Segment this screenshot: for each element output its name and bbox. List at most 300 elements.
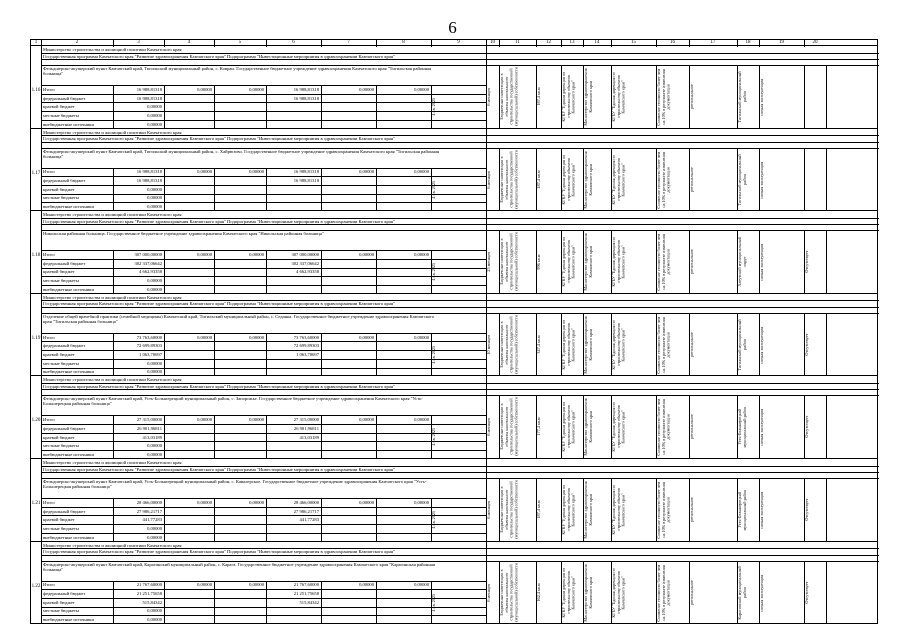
funding-source-label: местные бюджеты (43, 278, 79, 284)
program-line: Государственная программа Камчатского края "Развитие здравоохранения Камчатского края" Подпрограмма "Инвестиционные мероприятия в здравоохранении Камчатского края" (43, 136, 395, 142)
change-reason: Снижение стоимости более чем на 10% в результате изменения документации (656, 398, 671, 456)
row-separator (41, 507, 486, 508)
ministry-line: Министерство строительства и жилищной политики Камчатского края (43, 294, 182, 300)
funding-value: 0,00000 (249, 417, 264, 423)
operation-status: низкая эксплуатация (759, 574, 764, 611)
row-separator (41, 341, 486, 342)
row-separator (41, 194, 486, 195)
column-number-header (30, 39, 878, 46)
significance-level: региональное (689, 332, 694, 357)
capacity: 187,4 кв.м (536, 87, 541, 106)
header-col-7: 7 (347, 40, 350, 45)
ministry-line: Министерство строительства и жилищной политики Камчатского края (43, 377, 182, 383)
capacity: 996 кв.м (536, 254, 541, 270)
column-separator (826, 230, 827, 293)
completion-date: 4 кв. 2025 (431, 345, 436, 363)
funding-source-label: внебюджетные источники (43, 369, 94, 375)
funding-value: 0,00000 (414, 86, 429, 92)
project-number: 1.22 (31, 583, 41, 589)
investment-type: Бюджетные инвестиции в объекты капитального строительства государственной (муниципальной) собственности (499, 150, 519, 209)
significance-level: региональное (689, 415, 694, 440)
funding-value: 0,00000 (359, 251, 374, 257)
funding-value: 4 662,93358 (296, 269, 319, 275)
funding-value: 21 767,60000 (136, 582, 162, 588)
funding-value: 441,77283 (142, 517, 162, 523)
header-col-5: 5 (238, 40, 242, 45)
funding-source-label: внебюджетные источники (43, 534, 94, 540)
funding-value: 0,00000 (147, 360, 162, 366)
funding-value: 0,00000 (249, 499, 264, 505)
completion-date: 4 кв. 2025 (431, 97, 436, 116)
header-col-20: 20 (812, 40, 818, 45)
header-col-4: 4 (187, 40, 191, 45)
column-separator (826, 313, 827, 376)
funding-value: 0,00000 (359, 334, 374, 340)
header-col-8: 8 (402, 40, 405, 45)
investment-type: Бюджетные инвестиции в объекты капитального строительства государственной (муниципальной) собственности (499, 67, 519, 127)
project-number: 1.20 (31, 418, 41, 424)
funding-value: 72 699,89303 (136, 343, 162, 349)
customer: КГКУ "Единая дирекция по строительству объектов Камчатского края" (561, 237, 576, 287)
project-number: 1.21 (31, 501, 41, 506)
funding-value: 0,00000 (359, 417, 374, 423)
funding-value: 1 063,70697 (139, 351, 162, 357)
capacity: 347,4 кв.м (536, 335, 541, 354)
funding-source-label: внебюджетные источники (43, 204, 94, 210)
row-separator (41, 285, 486, 286)
header-col-12: 12 (546, 40, 551, 45)
funding-value: 0,00000 (147, 195, 162, 201)
responsible-executor: Министерство здравоохранения Камчатского края (583, 563, 593, 621)
funding-value: 73 763,60000 (293, 334, 319, 340)
construction-period: 25 месяцев (486, 252, 491, 272)
object-description: Фельдшерско-акушерский пункт Камчатский край, Карагинский муниципальный район, с. Карага. Государственное бюджетное учреждение здравоохранения Камчатского края "Карагинская районная больница" (43, 561, 435, 572)
header-col-1: 1 (34, 40, 38, 45)
funding-source-label: краевой бюджет (43, 434, 75, 440)
notes: Отсутствует (804, 416, 809, 439)
funding-value: 73 763,60000 (136, 334, 162, 340)
funding-source-label: внебюджетные источники (43, 617, 94, 623)
funding-source-label: Итого (43, 251, 55, 257)
row-separator (41, 368, 486, 369)
funding-value: 515,84342 (142, 599, 162, 605)
funding-value: 16 988,81318 (293, 169, 319, 175)
funding-source-label: внебюджетные источники (43, 451, 94, 457)
funding-source-label: федеральный бюджет (43, 95, 86, 101)
funding-source-label: краевой бюджет (43, 104, 75, 110)
change-reason: Снижение стоимости более чем на 10% в результате изменения документации (656, 151, 671, 208)
funding-source-label: местные бюджеты (43, 443, 79, 449)
row-separator (41, 111, 486, 112)
row-separator (41, 307, 879, 308)
responsible-executor: Министерство здравоохранения Камчатского края (583, 233, 593, 291)
project-block (30, 211, 878, 294)
capacity: 162,4 кв.м (536, 583, 541, 602)
responsible-executor: Министерство здравоохранения Камчатского края (583, 481, 593, 539)
funding-value: 27 986,21717 (136, 508, 162, 514)
responsible-executor: Министерство здравоохранения Камчатского края (583, 316, 593, 374)
row-separator (41, 555, 879, 556)
funding-value: 0,00000 (414, 417, 429, 423)
column-separator (826, 561, 827, 624)
project-number: 1.16 (31, 88, 41, 93)
municipality: Тигильский муниципальный район (737, 318, 747, 371)
customer: КГКУ "Единая дирекция по строительству объектов Камчатского края" (561, 71, 576, 122)
notes: Отсутствует (804, 333, 809, 356)
developer: КГБУ "Единая дирекция по строительству объектов Камчатского края" (611, 485, 626, 535)
row-separator (41, 615, 486, 616)
funding-source-label: внебюджетные источники (43, 121, 94, 127)
capacity: 187,4 кв.м (536, 500, 541, 519)
funding-value: 515,84342 (299, 599, 319, 605)
funding-value: 0,00000 (197, 417, 212, 423)
investment-type: Бюджетные инвестиции в объекты капитального строительства государственной (муниципальной) собственности (499, 480, 519, 540)
customer: КГКУ "Единая дирекция по строительству объектов Камчатского края" (561, 484, 576, 535)
header-col-14: 14 (594, 40, 600, 45)
funding-value: 16 988,81318 (293, 95, 319, 101)
header-col-15: 15 (631, 40, 636, 45)
project-block (30, 542, 878, 625)
customer: КГКУ "Единая дирекция по строительству объектов Камчатского края" (561, 154, 576, 205)
funding-value: 28 466,00000 (136, 499, 162, 505)
header-col-3: 3 (137, 40, 140, 45)
construction-period: 6 месяцев (486, 418, 491, 436)
developer: КГБУ "Единая дирекция по строительству объектов Камчатского края" (611, 72, 626, 122)
row-separator (41, 589, 486, 590)
program-line: Государственная программа Камчатского края "Развитие здравоохранения Камчатского края" Подпрограмма "Инвестиционные мероприятия в здравоохранении Камчатского края" (43, 549, 395, 555)
ministry-line: Министерство строительства и жилищной политики Камчатского края (43, 129, 182, 135)
funding-value: 0,00000 (414, 169, 429, 175)
funding-value: 413,03189 (142, 434, 162, 440)
funding-value: 0,00000 (147, 443, 162, 449)
funding-value: 307 000,00000 (134, 251, 162, 257)
funding-value: 0,00000 (197, 251, 212, 257)
customer: КГКУ "Единая дирекция по строительству объектов Камчатского края" (561, 567, 576, 618)
funding-value: 28 466,00000 (293, 499, 319, 505)
notes (805, 67, 825, 127)
header-col-2: 2 (75, 40, 79, 45)
capacity: 187,4 кв.м (536, 170, 541, 189)
funding-value: 0,00000 (414, 334, 429, 340)
funding-source-label: федеральный бюджет (43, 591, 86, 597)
funding-value: 16 988,81318 (136, 169, 162, 175)
funding-value: 0,00000 (249, 251, 264, 257)
row-separator (41, 94, 486, 95)
developer: КГБУ "Единая дирекция по строительству объектов Камчатского края" (611, 402, 626, 452)
funding-value: 26 901,96811 (136, 425, 162, 431)
funding-value: 0,00000 (249, 582, 264, 588)
funding-value: 0,00000 (359, 86, 374, 92)
funding-value: 27 315,00000 (136, 417, 162, 423)
row-separator (41, 441, 486, 442)
funding-source-label: краевой бюджет (43, 351, 75, 357)
construction-period: 6 месяцев (486, 500, 491, 519)
funding-value: 16 988,81318 (136, 178, 162, 184)
funding-source-label: Итого (43, 582, 55, 588)
investment-type: Бюджетные инвестиции в объекты капитального строительства государственной (муниципальной) собственности (499, 397, 519, 457)
column-separator (826, 478, 827, 541)
change-reason: Снижение стоимости более чем на 10% в результате изменения документации (656, 233, 671, 291)
header-col-9: 9 (457, 40, 460, 45)
funding-source-label: федеральный бюджет (43, 425, 86, 431)
funding-source-label: федеральный бюджет (43, 260, 86, 266)
row-separator (41, 202, 486, 203)
object-description: Фельдшерско-акушерский пункт Камчатский край, Усть-Большерецкий муниципальный район, с. Кавалерское. Государственное бюджетное учреждение здравоохранения Камчатского края "Усть-Большерецкая районная больница" (43, 479, 427, 489)
funding-value: 307 000,00000 (291, 251, 319, 257)
header-col-17: 17 (710, 40, 716, 45)
funding-value: 0,00000 (147, 608, 162, 614)
funding-source-label: федеральный бюджет (43, 343, 86, 349)
funding-value: 0,00000 (249, 334, 264, 340)
construction-period: 6 месяцев (486, 87, 491, 106)
row-separator (41, 389, 879, 390)
completion-date: 4 кв. 2025 (431, 262, 436, 281)
funding-value: 0,00000 (414, 582, 429, 588)
ministry-line: Министерство строительства и жилищной политики Камчатского края (43, 460, 182, 465)
funding-value: 0,00000 (147, 112, 162, 118)
row-separator (41, 120, 486, 121)
investment-type: Бюджетные инвестиции в объекты капитального строительства государственной (муниципальной) собственности (499, 563, 519, 622)
row-separator (41, 59, 879, 60)
funding-source-label: краевой бюджет (43, 599, 75, 605)
municipality: Усть-Большерецкий муниципальный район (737, 406, 747, 448)
row-separator (41, 350, 486, 351)
project-block (30, 459, 878, 542)
municipality: Тигильский муниципальный район (737, 71, 747, 123)
customer: КГКУ "Единая дирекция по строительству объектов Камчатского края" (561, 402, 576, 453)
funding-value: 0,00000 (359, 169, 374, 175)
row-separator (41, 176, 486, 177)
completion-date: 4 кв. 2025 (431, 180, 436, 198)
funding-value: 16 988,81318 (136, 86, 162, 92)
operation-status: низкая эксплуатация (759, 243, 764, 281)
funding-value: 0,00000 (147, 104, 162, 110)
significance-level: региональное (689, 167, 694, 192)
funding-value: 413,03189 (299, 434, 319, 440)
significance-level: региональное (689, 249, 694, 275)
funding-value: 21 767,60000 (293, 582, 319, 588)
funding-value: 0,00000 (249, 86, 264, 92)
construction-period: 6 месяцев (486, 583, 491, 602)
row-separator (41, 268, 486, 269)
funding-source-label: внебюджетные источники (43, 286, 94, 292)
object-description: Фельдшерско-акушерский пункт Камчатский край, Усть-Большерецкий муниципальный район, с. Запорожье. Государственное бюджетное учреждение здравоохранения Камчатского края "Усть-Большерецкая районная больница" (43, 396, 423, 407)
operation-status: низкая эксплуатация (759, 491, 764, 529)
funding-source-label: местные бюджеты (43, 112, 79, 118)
notes: Отсутствует (804, 251, 809, 273)
change-reason: Снижение стоимости более чем на 10% в результате изменения документации (656, 481, 671, 539)
funding-value: 0,00000 (197, 499, 212, 505)
municipality: Алеутский муниципальный округ (737, 237, 747, 287)
funding-value: 0,00000 (147, 204, 162, 210)
row-separator (41, 433, 486, 434)
funding-value: 0,00000 (147, 525, 162, 531)
funding-value: 302 337,06642 (291, 260, 319, 266)
project-number: 1.18 (31, 253, 41, 259)
funding-value: 16 988,81318 (293, 178, 319, 184)
funding-source-label: Итого (43, 169, 55, 175)
object-description: Никольская районная больница. Государственное бюджетное учреждение здравоохранения Камчатского края "Никольская районная больница" (43, 231, 324, 237)
row-separator (41, 424, 486, 425)
funding-value: 0,00000 (147, 534, 162, 540)
capacity: 177,4 кв.м (536, 418, 541, 437)
significance-level: региональное (689, 497, 694, 522)
funding-source-label: местные бюджеты (43, 195, 79, 201)
funding-value: 72 699,89303 (293, 343, 319, 349)
row-separator (41, 472, 879, 473)
column-separator (826, 65, 827, 128)
header-col-10: 10 (490, 40, 495, 45)
column-separator (826, 148, 827, 211)
funding-value: 0,00000 (359, 582, 374, 588)
completion-date: 4 кв. 2025 (431, 427, 436, 446)
funding-value: 0,00000 (147, 186, 162, 192)
notes: Отсутствует (804, 581, 809, 604)
row-separator (41, 259, 486, 260)
row-separator (41, 359, 486, 360)
header-col-11: 11 (515, 40, 520, 45)
notes (805, 150, 825, 210)
program-line: Государственная программа Камчатского края "Развитие здравоохранения Камчатского края" Подпрограмма "Инвестиционные мероприятия в здравоохранении Камчатского края" (43, 301, 395, 307)
funding-value: 0,00000 (147, 617, 162, 623)
row-separator (41, 607, 486, 608)
header-col-16: 16 (670, 40, 675, 45)
ministry-line: Министерство строительства и жилищной политики Камчатского края (43, 47, 182, 52)
funding-value: 21 251,75658 (293, 591, 319, 597)
funding-value: 0,00000 (147, 121, 162, 127)
investment-type: Бюджетные инвестиции в объекты капитального строительства государственной (муниципальной) собственности (499, 315, 519, 374)
funding-source-label: федеральный бюджет (43, 508, 86, 514)
funding-value: 0,00000 (197, 582, 212, 588)
column-separator (826, 395, 827, 458)
change-reason: Снижение стоимости более чем на 10% в результате изменения документации (656, 564, 671, 621)
funding-value: 26 901,96811 (293, 425, 319, 431)
header-col-6: 6 (292, 40, 295, 45)
funding-source-label: Итого (43, 334, 55, 340)
funding-value: 0,00000 (414, 499, 429, 505)
page-number: 6 (448, 18, 457, 37)
responsible-executor: Министерство здравоохранения Камчатского края (583, 68, 593, 126)
completion-date: 4 кв. 2025 (431, 510, 436, 529)
developer: КГБУ "Единая дирекция по строительству объектов Камчатского края" (611, 154, 626, 205)
municipality: Карагинский муниципальный район (737, 565, 747, 620)
operation-status: низкая эксплуатация (759, 78, 764, 116)
row-separator (41, 185, 486, 186)
funding-source-label: местные бюджеты (43, 608, 79, 614)
funding-source-label: федеральный бюджет (43, 178, 86, 184)
customer: КГКУ "Единая дирекция по строительству объектов Камчатского края" (561, 319, 576, 370)
project-block (30, 129, 878, 212)
funding-source-label: Итого (43, 86, 55, 92)
program-line: Государственная программа Камчатского края "Развитие здравоохранения Камчатского края" Подпрограмма "Инвестиционные мероприятия в здравоохранении Камчатского края" (43, 383, 395, 389)
project-number: 1.19 (31, 335, 41, 341)
funding-value: 27 315,00000 (293, 417, 319, 423)
header-col-13: 13 (569, 40, 575, 45)
developer: КГБУ "Единая дирекция по строительству объектов Камчатского края" (611, 319, 626, 370)
significance-level: региональное (689, 580, 694, 605)
funding-value: 27 986,21717 (293, 508, 319, 514)
ministry-line: Министерство строительства и жилищной политики Камчатского края (43, 212, 182, 218)
funding-source-label: краевой бюджет (43, 269, 75, 275)
completion-date: 4 кв. 2025 (431, 593, 436, 611)
funding-value: 0,00000 (414, 251, 429, 257)
funding-value: 0,00000 (147, 278, 162, 284)
project-number: 1.17 (31, 170, 41, 176)
municipality: Тигильский муниципальный район (737, 153, 747, 205)
header-col-19: 19 (779, 40, 784, 45)
construction-period: 6 месяцев (486, 170, 491, 189)
object-description: Фельдшерско-акушерский пункт Камчатский край, Тигильский муниципальный район, с. Хайрюзово. Государственное бюджетное учреждение здравоохранения Камчатского края "Тигильская районная больница" (43, 148, 440, 159)
funding-value: 4 662,93358 (139, 269, 162, 275)
row-separator (41, 450, 486, 451)
funding-value: 16 988,81318 (293, 86, 319, 92)
funding-source-label: краевой бюджет (43, 186, 75, 192)
report-table (30, 39, 878, 625)
ministry-line: Министерство строительства и жилищной политики Камчатского края (43, 542, 182, 548)
project-block (30, 294, 878, 377)
funding-source-label: местные бюджеты (43, 525, 79, 531)
developer: КГБУ "Единая дирекция по строительству объектов Камчатского края" (611, 567, 626, 618)
funding-value: 0,00000 (197, 334, 212, 340)
funding-value: 0,00000 (249, 169, 264, 175)
funding-value: 0,00000 (197, 86, 212, 92)
funding-value: 21 251,75658 (136, 591, 162, 597)
row-separator (41, 224, 879, 225)
program-line: Государственная программа Камчатского края "Развитие здравоохранения Камчатского края" Подпрограмма "Инвестиционные мероприятия в здравоохранении Камчатского края" (43, 466, 395, 472)
funding-value: 302 337,06642 (134, 260, 162, 266)
row-separator (41, 524, 486, 525)
row-separator (41, 102, 486, 103)
funding-value: 0,00000 (147, 369, 162, 375)
project-block (30, 376, 878, 459)
row-separator (41, 533, 486, 534)
funding-source-label: местные бюджеты (43, 360, 79, 366)
municipality: Усть-Большерецкий муниципальный район (737, 489, 747, 531)
object-description: Отделение общей врачебной практики (семейной медицины) Камчатский край, Тигильский муниципальный район, с. Седанка. Государственное бюджетное учреждение здравоохранения Камчатского края "Тигильская районная больница" (43, 313, 435, 324)
change-reason: Снижение стоимости более чем на 10% в результате изменения документации (656, 68, 671, 126)
funding-source-label: Итого (43, 499, 55, 505)
funding-value: 16 988,81318 (136, 95, 162, 101)
funding-source-label: Итого (43, 417, 55, 423)
notes: Отсутствует (804, 498, 809, 521)
investment-type: Бюджетные инвестиции в объекты капитального строительства государственной (муниципальной) собственности (499, 232, 519, 292)
funding-value: 0,00000 (359, 499, 374, 505)
funding-value: 0,00000 (197, 169, 212, 175)
row-separator (41, 142, 879, 143)
operation-status: низкая эксплуатация (759, 161, 764, 198)
operation-status: низкая эксплуатация (759, 326, 764, 363)
funding-value: 441,77283 (299, 517, 319, 523)
responsible-executor: Министерство здравоохранения Камчатского края (583, 150, 593, 208)
row-separator (41, 276, 486, 277)
operation-status: низкая эксплуатация (759, 408, 764, 446)
construction-period: 10 месяцев (486, 334, 491, 355)
program-line: Государственная программа Камчатского края "Развитие здравоохранения Камчатского края" Подпрограмма "Инвестиционные мероприятия в здравоохранении Камчатского края" (43, 218, 395, 224)
row-separator (41, 598, 486, 599)
object-description: Фельдшерско-акушерский пункт Камчатский край, Тигильский муниципальный район, с. Ковран. Государственное бюджетное учреждение здравоохранения Камчатского края "Тигильская районная больница" (43, 66, 432, 76)
responsible-executor: Министерство здравоохранения Камчатского края (583, 398, 593, 456)
change-reason: Снижение стоимости более чем на 10% в результате изменения документации (656, 316, 671, 373)
project-block (30, 46, 878, 129)
program-line: Государственная программа Камчатского края "Развитие здравоохранения Камчатского края" Подпрограмма "Инвестиционные мероприятия в здравоохранении Камчатского края" (43, 53, 395, 59)
funding-value: 0,00000 (147, 286, 162, 292)
developer: КГБУ "Единая дирекция по строительству объектов Камчатского края" (611, 237, 626, 287)
funding-value: 1 063,70697 (296, 351, 319, 357)
header-col-18: 18 (745, 40, 751, 45)
funding-source-label: краевой бюджет (43, 517, 75, 523)
row-separator (41, 515, 486, 516)
significance-level: региональное (689, 84, 694, 109)
